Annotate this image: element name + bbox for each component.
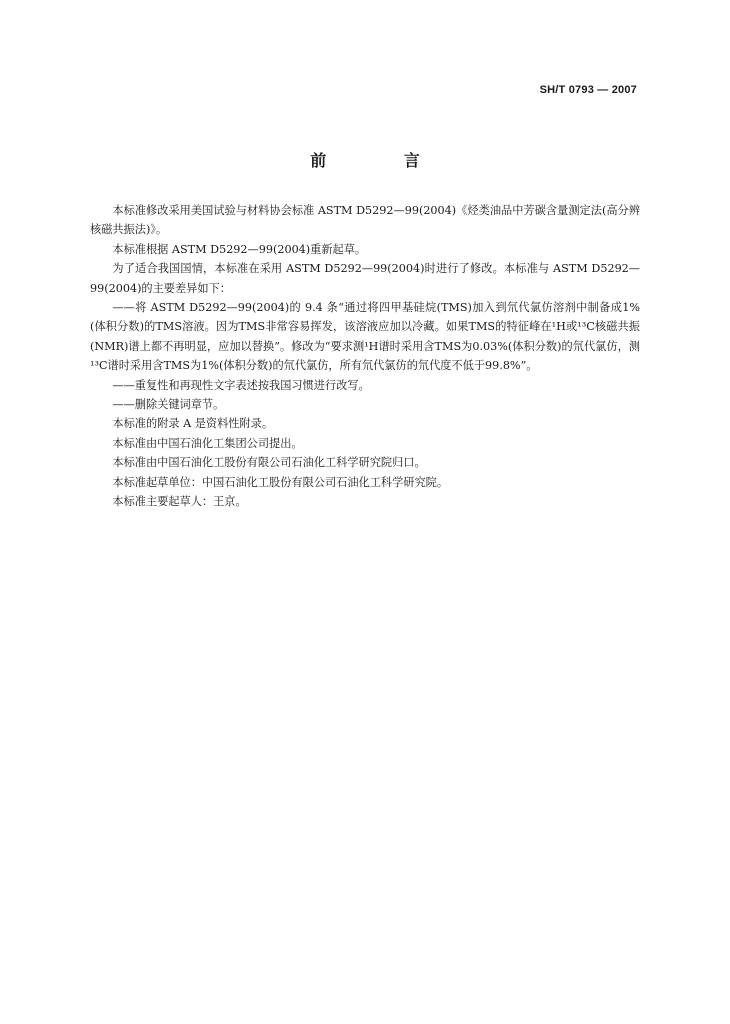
paragraph-redrafted: 本标准根据 ASTM D5292—99(2004)重新起草。 [112,242,367,256]
paragraph-modifications-intro: 为了适合我国国情，本标准在采用 ASTM D5292—99(2004)时进行了修改。本标准与 ASTM D5292—99(2004)的主要差异如下： [90,262,640,295]
paragraph-administrator: 本标准由中国石油化工股份有限公司石油化工科学研究院归口。 [112,456,426,470]
page-title: 前 言 [310,151,456,170]
paragraph-proposer: 本标准由中国石油化工集团公司提出。 [112,436,303,450]
paragraph-drafter: 本标准主要起草人：王京。 [112,495,247,509]
paragraph-difference-tms: ——将 ASTM D5292—99(2004)的 9.4 条“通过将四甲基硅烷(TMS)加入到氘代氯仿溶剂中制备成1%(体积分数)的TMS溶液。因为TMS非常容易挥发，该溶液应加以冷藏。如果TMS的特征峰在¹H或¹³C核磁共振(NMR)谱上都不再明显，应加以替换”。修改为“要求测¹H谱时采用含TMS为0.03%(体积分数)的氘代氯仿，测¹³C谱时采用含TMS为1%(体积分数)的氘代氯仿，所有氘代氯仿的氘代度不低于99.8%”。 [90,301,640,373]
paragraph-adoption: 本标准修改采用美国试验与材料协会标准 ASTM D5292—99(2004)《烃类油品中芳碳含量测定法(高分辨核磁共振法)》。 [90,204,640,237]
paragraph-difference-keywords: ——删除关键词章节。 [112,398,225,412]
standard-code: SH/T 0793 — 2007 [539,84,637,96]
paragraph-difference-repeatability: ——重复性和再现性文字表述按我国习惯进行改写。 [112,378,370,392]
paragraph-drafting-unit: 本标准起草单位：中国石油化工股份有限公司石油化工科学研究院。 [112,475,449,489]
paragraph-annex: 本标准的附录 A 是资料性附录。 [112,417,274,431]
foreword-body [90,201,640,512]
